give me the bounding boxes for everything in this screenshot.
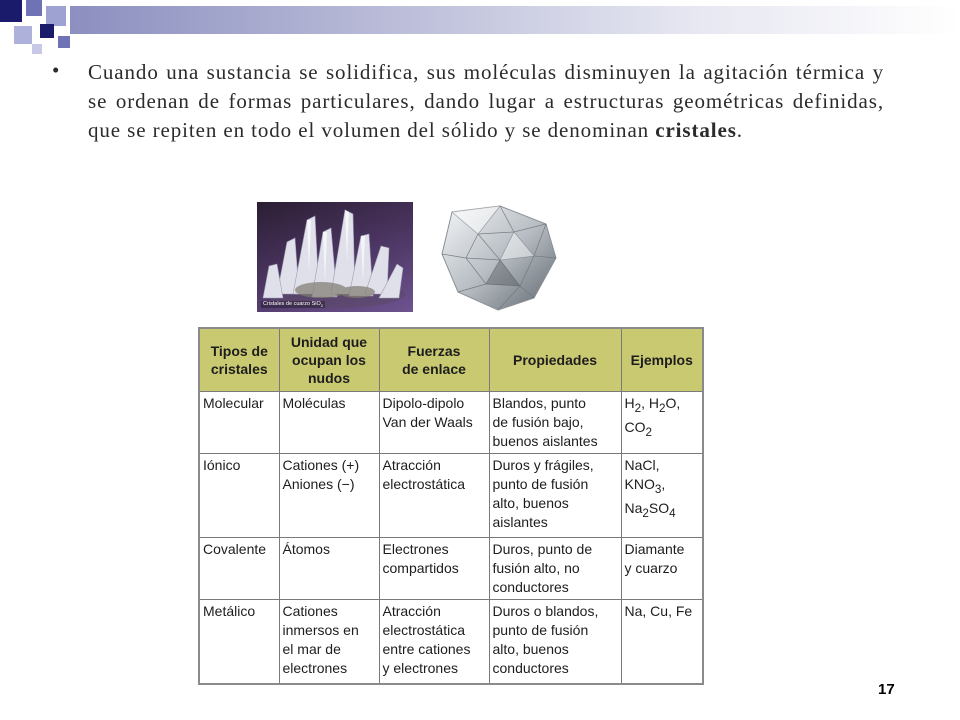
cell-fuerzas: Electrones compartidos	[379, 537, 489, 599]
crystal-types-table	[198, 327, 704, 685]
header-gradient-bar	[70, 6, 960, 34]
cell-tipo: Covalente	[199, 537, 279, 599]
decorative-square	[14, 26, 32, 44]
cell-unidad: Cationes (+) Aniones (−)	[279, 454, 379, 538]
cell-tipo: Metálico	[199, 600, 279, 684]
cell-ejemplos: Diamante y cuarzo	[621, 537, 703, 599]
header-fuerzas: Fuerzas de enlace	[379, 328, 489, 392]
cell-propiedades: Duros, punto de fusión alto, no conductores	[489, 537, 621, 599]
cell-unidad: Átomos	[279, 537, 379, 599]
decorative-square	[32, 44, 42, 54]
cell-tipo: Iónico	[199, 454, 279, 538]
decorative-square	[0, 0, 22, 22]
table-row	[199, 537, 703, 599]
intro-paragraph	[88, 58, 884, 145]
decorative-square	[40, 24, 54, 38]
cell-ejemplos: $H_2$, $H_2O$, $CO_2$	[621, 392, 703, 454]
cell-propiedades: Duros y frágiles, punto de fusión alto, buenos aislantes	[489, 454, 621, 538]
quartz-crystal-illustration	[257, 202, 413, 312]
cell-unidad: Cationes inmersos en el mar de electrones	[279, 600, 379, 684]
table-header-row	[199, 328, 703, 392]
paragraph-text: Cuando una sustancia se solidifica, sus moléculas disminuyen la agitación térmica y se ordenan de formas particulares, dando lugar a estructuras geométricas definidas, que se repiten en todo el volumen del sólido y se denominan	[88, 60, 884, 142]
header-propiedades: Propiedades	[489, 328, 621, 392]
cell-tipo: Molecular	[199, 392, 279, 454]
quartz-crystal-image	[257, 202, 413, 312]
decorative-square	[26, 0, 42, 16]
diamond-image	[438, 204, 560, 312]
header-tipos: Tipos de cristales	[199, 328, 279, 392]
header-unidad: Unidad que ocupan los nudos	[279, 328, 379, 392]
cell-ejemplos: NaCl, $KNO_3$, $Na_2SO_4$	[621, 454, 703, 538]
paragraph-keyword: cristales	[655, 118, 737, 142]
table-row	[199, 600, 703, 684]
cell-propiedades: Blandos, punto de fusión bajo, buenos aislantes	[489, 392, 621, 454]
table-row	[199, 454, 703, 538]
page-number: 17	[878, 681, 895, 698]
table-row	[199, 392, 703, 454]
cell-ejemplos: Na, Cu, Fe	[621, 600, 703, 684]
cell-fuerzas: Atracción electrostática entre cationes y electrones	[379, 600, 489, 684]
decorative-square	[46, 6, 66, 26]
quartz-caption: Cristales de cuarzo SiO$_2$	[263, 300, 324, 308]
cell-propiedades: Duros o blandos, punto de fusión alto, buenos conductores	[489, 600, 621, 684]
cell-fuerzas: Atracción electrostática	[379, 454, 489, 538]
bullet-icon: •	[52, 58, 60, 82]
cell-fuerzas: Dipolo-dipolo Van der Waals	[379, 392, 489, 454]
header-ejemplos: Ejemplos	[621, 328, 703, 392]
cell-unidad: Moléculas	[279, 392, 379, 454]
paragraph-end: .	[736, 118, 743, 142]
decorative-square	[58, 36, 70, 48]
